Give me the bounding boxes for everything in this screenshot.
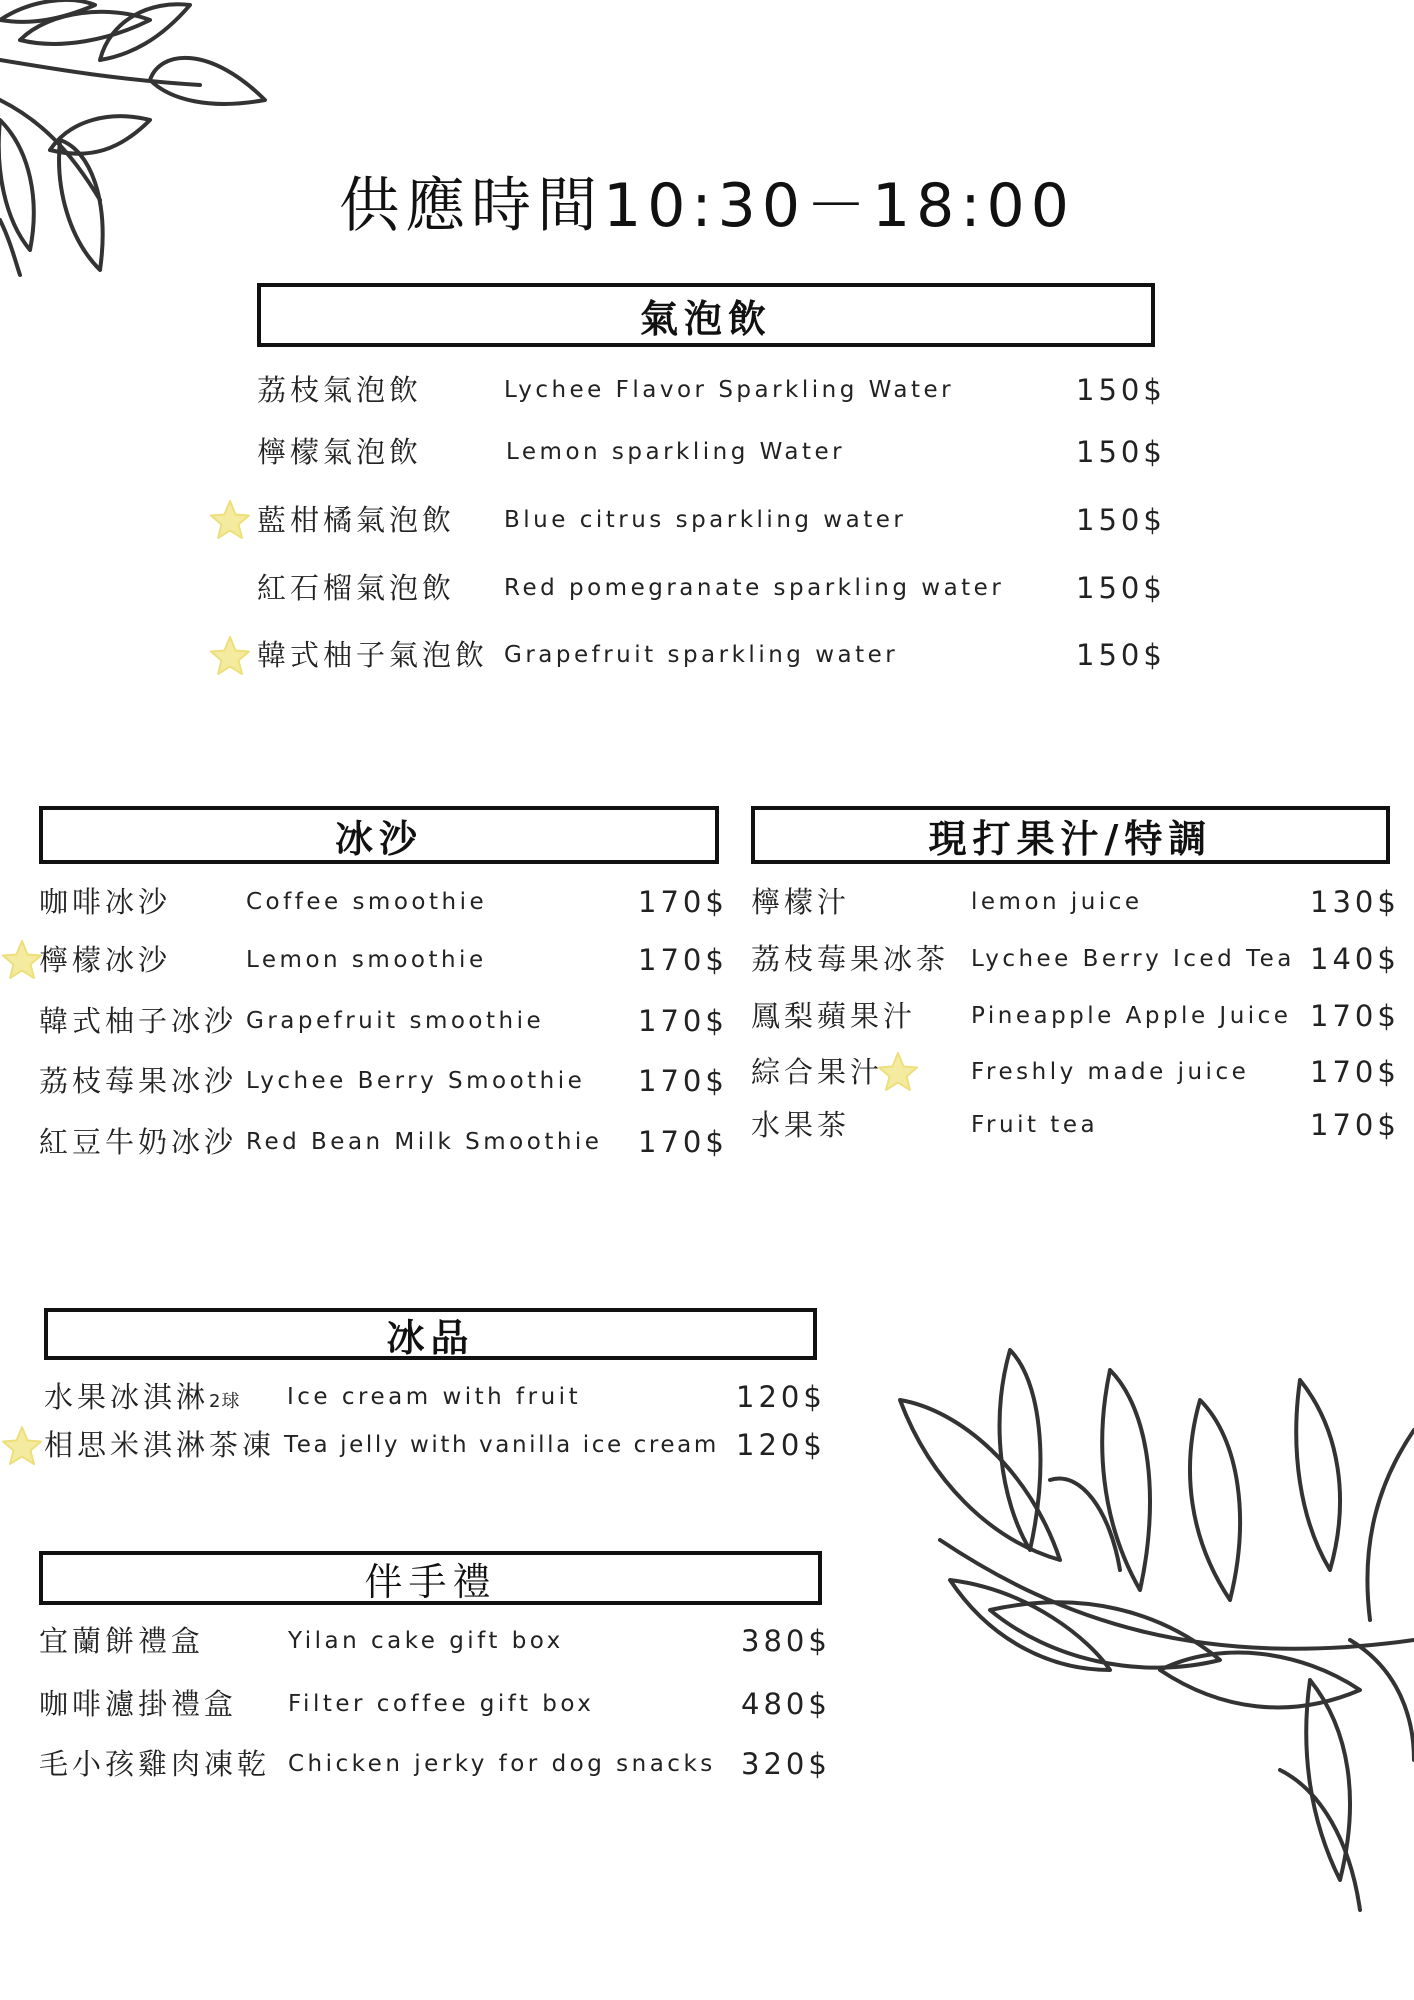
item-price: 320$ bbox=[741, 1747, 831, 1781]
item-name-en: Tea jelly with vanilla ice cream bbox=[284, 1432, 719, 1458]
page-title-hours: 供應時間10:30－18:00 bbox=[339, 171, 1075, 241]
item-note: 2球 bbox=[209, 1391, 241, 1412]
item-price: 170$ bbox=[638, 1125, 728, 1159]
item-name-zh: 檸檬氣泡飲 bbox=[257, 435, 423, 469]
list-item bbox=[0, 1739, 830, 1789]
item-name-zh: 荔枝氣泡飲 bbox=[257, 373, 423, 407]
item-price: 120$ bbox=[736, 1380, 826, 1414]
item-price: 150$ bbox=[1076, 373, 1166, 407]
item-name-en: Lychee Flavor Sparkling Water bbox=[504, 377, 955, 403]
section-title-smoothies: 冰沙 bbox=[334, 816, 423, 861]
list-item bbox=[0, 427, 1414, 477]
item-price: 170$ bbox=[638, 885, 728, 919]
list-item bbox=[0, 630, 1414, 680]
item-price: 170$ bbox=[638, 943, 728, 977]
item-name-zh: 韓式柚子氣泡飲 bbox=[257, 638, 489, 672]
item-price: 170$ bbox=[1310, 1055, 1400, 1089]
list-item bbox=[0, 1420, 830, 1470]
item-price: 150$ bbox=[1076, 638, 1166, 672]
item-name-zh: 宜蘭餅禮盒 bbox=[39, 1624, 205, 1658]
section-header-juices bbox=[751, 806, 1390, 864]
list-item bbox=[740, 877, 1414, 927]
item-name-en: Grapefruit sparkling water bbox=[504, 642, 899, 668]
item-price: 170$ bbox=[638, 1004, 728, 1038]
item-name-en: Yilan cake gift box bbox=[288, 1628, 564, 1654]
section-title-ice: 冰品 bbox=[386, 1315, 475, 1360]
item-name-en: Red Bean Milk Smoothie bbox=[246, 1129, 603, 1155]
list-item bbox=[0, 1372, 830, 1422]
item-name-en: Filter coffee gift box bbox=[288, 1691, 595, 1717]
star-icon bbox=[0, 938, 44, 982]
item-name-zh: 韓式柚子冰沙 bbox=[39, 1004, 238, 1038]
item-name-en: Lychee Berry Iced Tea bbox=[971, 946, 1295, 972]
list-item bbox=[0, 1616, 830, 1666]
item-price: 150$ bbox=[1076, 435, 1166, 469]
item-name-en: Red pomegranate sparkling water bbox=[504, 575, 1005, 601]
section-title-sparkling: 氣泡飲 bbox=[639, 296, 772, 341]
list-item bbox=[0, 996, 740, 1046]
item-price: 150$ bbox=[1076, 503, 1166, 537]
item-name-en: Lemon sparkling Water bbox=[506, 439, 846, 465]
item-price: 380$ bbox=[741, 1624, 831, 1658]
item-name-en: Lychee Berry Smoothie bbox=[246, 1068, 586, 1094]
item-name-zh: 咖啡濾掛禮盒 bbox=[39, 1687, 238, 1721]
item-name-en: Freshly made juice bbox=[971, 1059, 1250, 1085]
item-name-zh: 毛小孩雞肉凍乾 bbox=[39, 1747, 271, 1781]
item-name-zh: 紅石榴氣泡飲 bbox=[257, 571, 456, 605]
item-price: 150$ bbox=[1076, 571, 1166, 605]
list-item bbox=[0, 1117, 740, 1167]
section-header-sparkling bbox=[257, 283, 1155, 347]
star-icon bbox=[208, 498, 252, 542]
section-header-smoothies bbox=[39, 806, 719, 864]
section-title-gifts: 伴手禮 bbox=[364, 1559, 497, 1604]
item-name-zh: 紅豆牛奶冰沙 bbox=[39, 1125, 238, 1159]
item-name-en: Pineapple Apple Juice bbox=[971, 1003, 1292, 1029]
item-name-en: Blue citrus sparkling water bbox=[504, 507, 907, 533]
item-name-en: Ice cream with fruit bbox=[287, 1384, 582, 1410]
list-item bbox=[0, 495, 1414, 545]
star-icon bbox=[0, 1424, 44, 1468]
item-name-zh: 藍柑橘氣泡飲 bbox=[257, 503, 456, 537]
section-header-ice bbox=[44, 1308, 817, 1360]
item-name-en: Coffee smoothie bbox=[246, 889, 488, 915]
item-price: 170$ bbox=[638, 1064, 728, 1098]
list-item bbox=[0, 877, 740, 927]
item-name-zh: 檸檬汁 bbox=[751, 885, 851, 919]
item-name-zh: 荔枝莓果冰沙 bbox=[39, 1064, 238, 1098]
item-name-en: Chicken jerky for dog snacks bbox=[288, 1751, 716, 1777]
list-item bbox=[0, 1679, 830, 1729]
section-header-gifts bbox=[39, 1551, 822, 1605]
list-item bbox=[740, 1047, 1414, 1097]
item-price: 130$ bbox=[1310, 885, 1400, 919]
item-name-en: lemon juice bbox=[971, 889, 1143, 915]
item-price: 170$ bbox=[1310, 999, 1400, 1033]
section-title-juices: 現打果汁/特調 bbox=[928, 816, 1213, 861]
item-name-zh: 水果茶 bbox=[751, 1108, 851, 1142]
item-name-zh: 綜合果汁 bbox=[751, 1055, 884, 1089]
item-name-en: Fruit tea bbox=[971, 1112, 1099, 1138]
star-icon bbox=[208, 634, 252, 678]
list-item bbox=[740, 934, 1414, 984]
item-name-zh: 檸檬冰沙 bbox=[39, 943, 172, 977]
item-name-zh: 水果冰淇淋 bbox=[44, 1380, 210, 1414]
list-item bbox=[740, 991, 1414, 1041]
list-item bbox=[0, 935, 740, 985]
list-item bbox=[0, 1056, 740, 1106]
star-icon bbox=[876, 1050, 920, 1094]
item-name-en: Grapefruit smoothie bbox=[246, 1008, 545, 1034]
item-name-zh: 相思米淇淋茶凍 bbox=[44, 1428, 276, 1462]
list-item bbox=[0, 563, 1414, 613]
list-item bbox=[0, 365, 1414, 415]
item-name-zh: 咖啡冰沙 bbox=[39, 885, 172, 919]
leaf-branch-top-left-decoration bbox=[0, 0, 300, 290]
item-price: 170$ bbox=[1310, 1108, 1400, 1142]
item-price: 140$ bbox=[1310, 942, 1400, 976]
item-name-en: Lemon smoothie bbox=[246, 947, 487, 973]
list-item bbox=[740, 1100, 1414, 1150]
item-price: 480$ bbox=[741, 1687, 831, 1721]
item-name-zh: 鳳梨蘋果汁 bbox=[751, 999, 917, 1033]
item-name-zh: 荔枝莓果冰茶 bbox=[751, 942, 950, 976]
leaf-branch-bottom-right-decoration bbox=[880, 1340, 1414, 1920]
item-price: 120$ bbox=[736, 1428, 826, 1462]
